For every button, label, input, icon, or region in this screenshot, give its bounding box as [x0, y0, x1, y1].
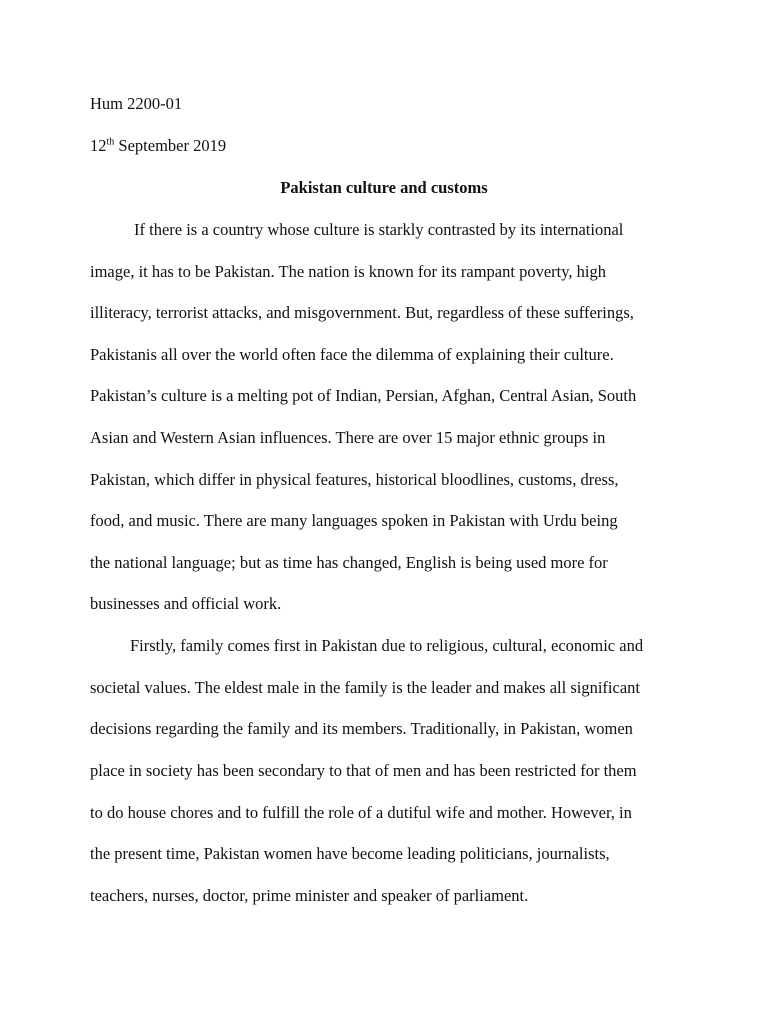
- paragraph-1-line-8: food, and music. There are many languages spoken in Pakistan with Urdu being: [90, 511, 618, 530]
- paragraph-1-line-5: Pakistan’s culture is a melting pot of Indian, Persian, Afghan, Central Asian, South: [90, 386, 637, 405]
- paragraph-1-line-9: the national language; but as time has changed, English is being used more for: [90, 553, 608, 572]
- date-day: 12: [90, 136, 107, 155]
- date: [90, 136, 226, 156]
- paragraph-2-line-1: Firstly, family comes first in Pakistan due to religious, cultural, economic and: [130, 636, 644, 655]
- paragraph-1-line-6: Asian and Western Asian influences. There are over 15 major ethnic groups in: [90, 428, 606, 447]
- date-suffix: th: [106, 136, 115, 148]
- paragraph-2-line-3: decisions regarding the family and its members. Traditionally, in Pakistan, women: [90, 719, 633, 738]
- paragraph-2-line-6: the present time, Pakistan women have become leading politicians, journalists,: [90, 844, 610, 863]
- paragraph-1-line-2: image, it has to be Pakistan. The nation is known for its rampant poverty, high: [90, 262, 606, 281]
- paragraph-2-line-4: place in society has been secondary to that of men and has been restricted for them: [90, 761, 637, 780]
- paragraph-1-line-1: If there is a country whose culture is starkly contrasted by its international: [134, 220, 624, 239]
- paragraph-2-line-7: teachers, nurses, doctor, prime minister and speaker of parliament.: [90, 886, 529, 905]
- course-code: Hum 2200-01: [90, 94, 183, 113]
- essay-title: Pakistan culture and customs: [280, 178, 488, 197]
- paragraph-1-line-10: businesses and official work.: [90, 594, 282, 613]
- paragraph-2-line-5: to do house chores and to fulfill the role of a dutiful wife and mother. However, in: [90, 803, 632, 822]
- paragraph-1-line-3: illiteracy, terrorist attacks, and misgovernment. But, regardless of these sufferings,: [90, 303, 634, 322]
- paragraph-2-line-2: societal values. The eldest male in the family is the leader and makes all significant: [90, 678, 640, 697]
- date-month-year: September 2019: [114, 136, 227, 155]
- paragraph-1-line-7: Pakistan, which differ in physical features, historical bloodlines, customs, dress,: [90, 470, 619, 489]
- paragraph-1-line-4: Pakistanis all over the world often face the dilemma of explaining their culture.: [90, 345, 614, 364]
